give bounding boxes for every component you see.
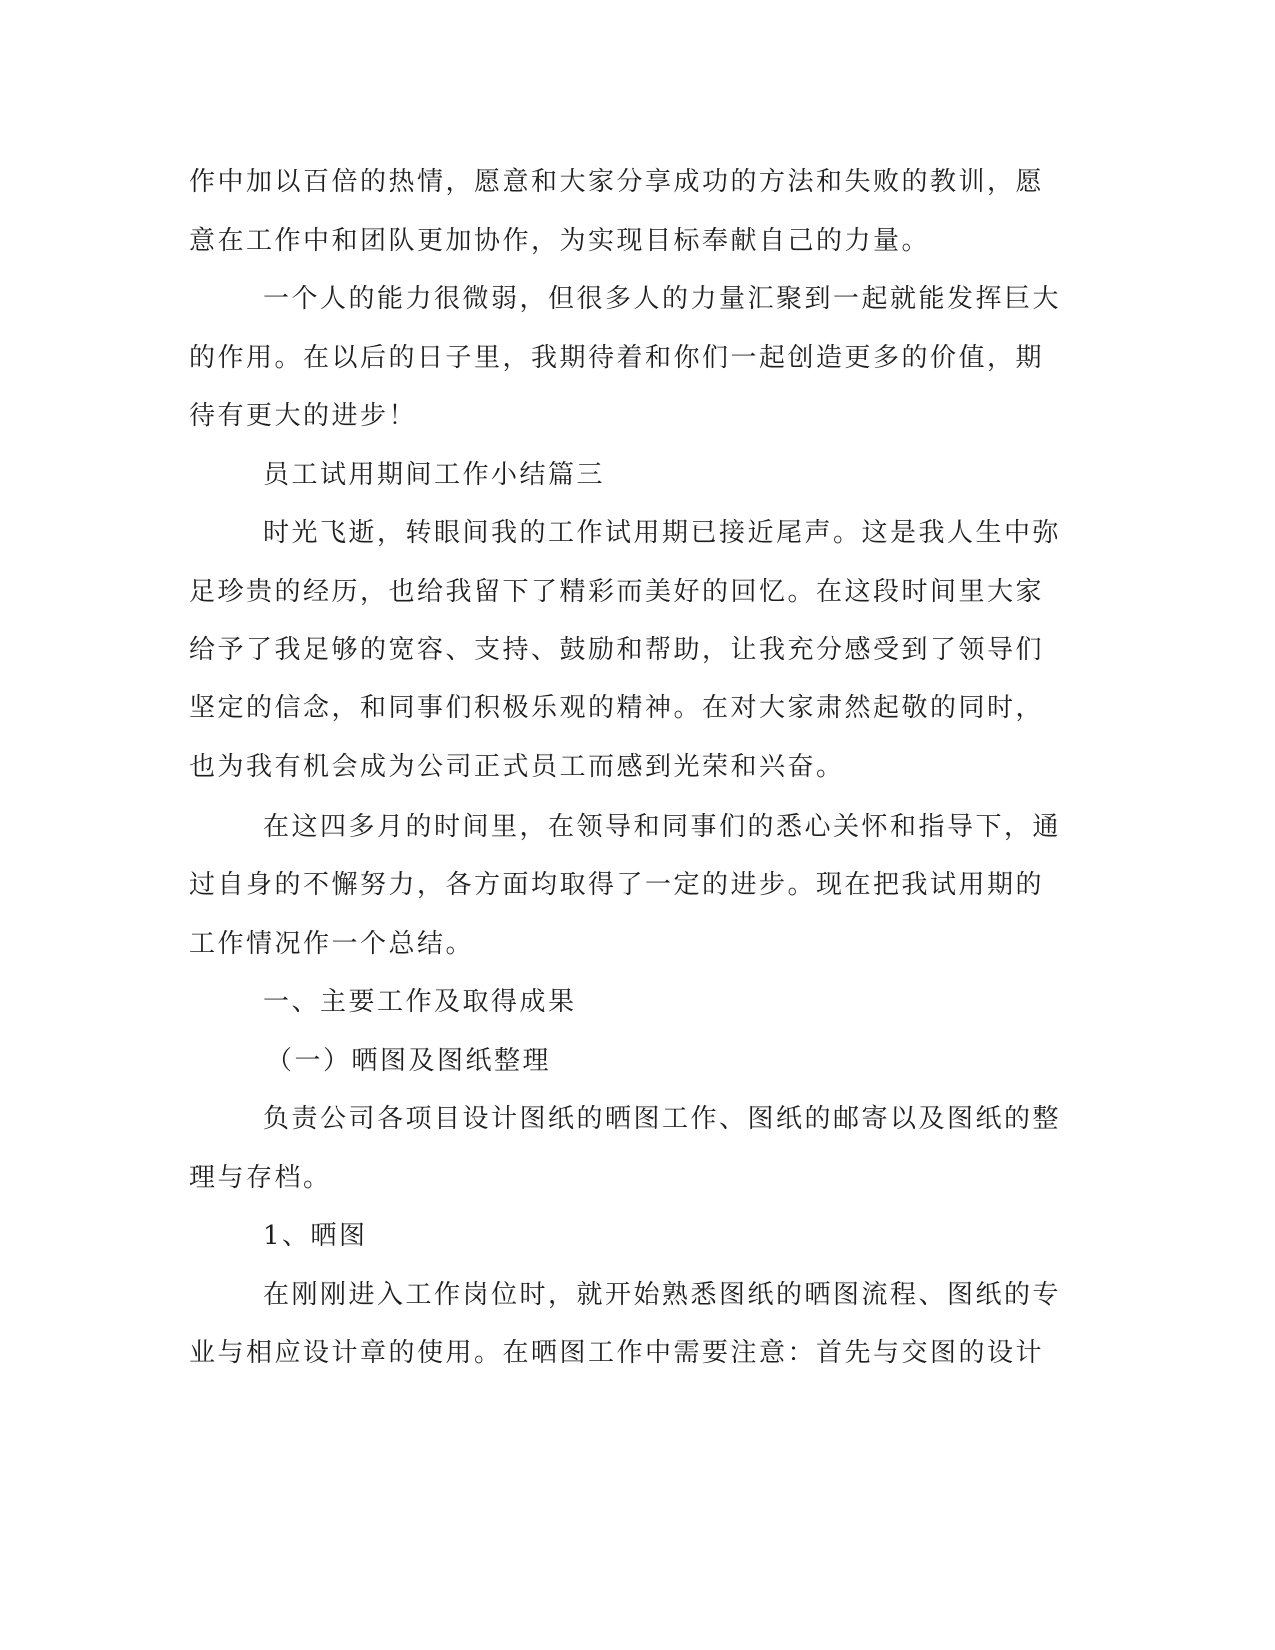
text-line: 给予了我足够的宽容、支持、鼓励和帮助，让我充分感受到了领导们 <box>189 635 1045 665</box>
text-line: 坚定的信念，和同事们积极乐观的精神。在对大家肃然起敬的同时， <box>189 693 1045 723</box>
text-line: 工作情况作一个总结。 <box>189 929 475 959</box>
section-heading: 员工试用期间工作小结篇三 <box>263 460 606 490</box>
subsection-heading: 一、主要工作及取得成果 <box>263 987 577 1017</box>
text-line: 过自身的不懈努力，各方面均取得了一定的进步。现在把我试用期的 <box>189 870 1045 900</box>
paragraph-start-line: 一个人的能力很微弱，但很多人的力量汇聚到一起就能发挥巨大 <box>263 284 1062 314</box>
text-line: 意在工作中和团队更加协作，为实现目标奉献自己的力量。 <box>189 226 931 256</box>
paragraph-start-line: 在刚刚进入工作岗位时，就开始熟悉图纸的晒图流程、图纸的专 <box>263 1280 1062 1310</box>
text-line: 足珍贵的经历，也给我留下了精彩而美好的回忆。在这段时间里大家 <box>189 577 1045 607</box>
paragraph-start-line: 时光飞逝，转眼间我的工作试用期已接近尾声。这是我人生中弥 <box>263 518 1062 548</box>
text-line: 作中加以百倍的热情，愿意和大家分享成功的方法和失败的教训，愿 <box>189 167 1045 197</box>
paragraph-start-line: 在这四多月的时间里，在领导和同事们的悉心关怀和指导下，通 <box>263 812 1062 842</box>
text-line: 的作用。在以后的日子里，我期待着和你们一起创造更多的价值，期 <box>189 343 1045 373</box>
item-heading: 1、晒图 <box>263 1221 368 1251</box>
paragraph-start-line: 负责公司各项目设计图纸的晒图工作、图纸的邮寄以及图纸的整 <box>263 1104 1062 1134</box>
text-line: 待有更大的进步！ <box>189 401 418 431</box>
text-line: 业与相应设计章的使用。在晒图工作中需要注意：首先与交图的设计 <box>189 1338 1045 1368</box>
text-line: 理与存档。 <box>189 1163 332 1193</box>
subsection-heading: （一）晒图及图纸整理 <box>266 1046 552 1076</box>
text-line: 也为我有机会成为公司正式员工而感到光荣和兴奋。 <box>189 752 845 782</box>
